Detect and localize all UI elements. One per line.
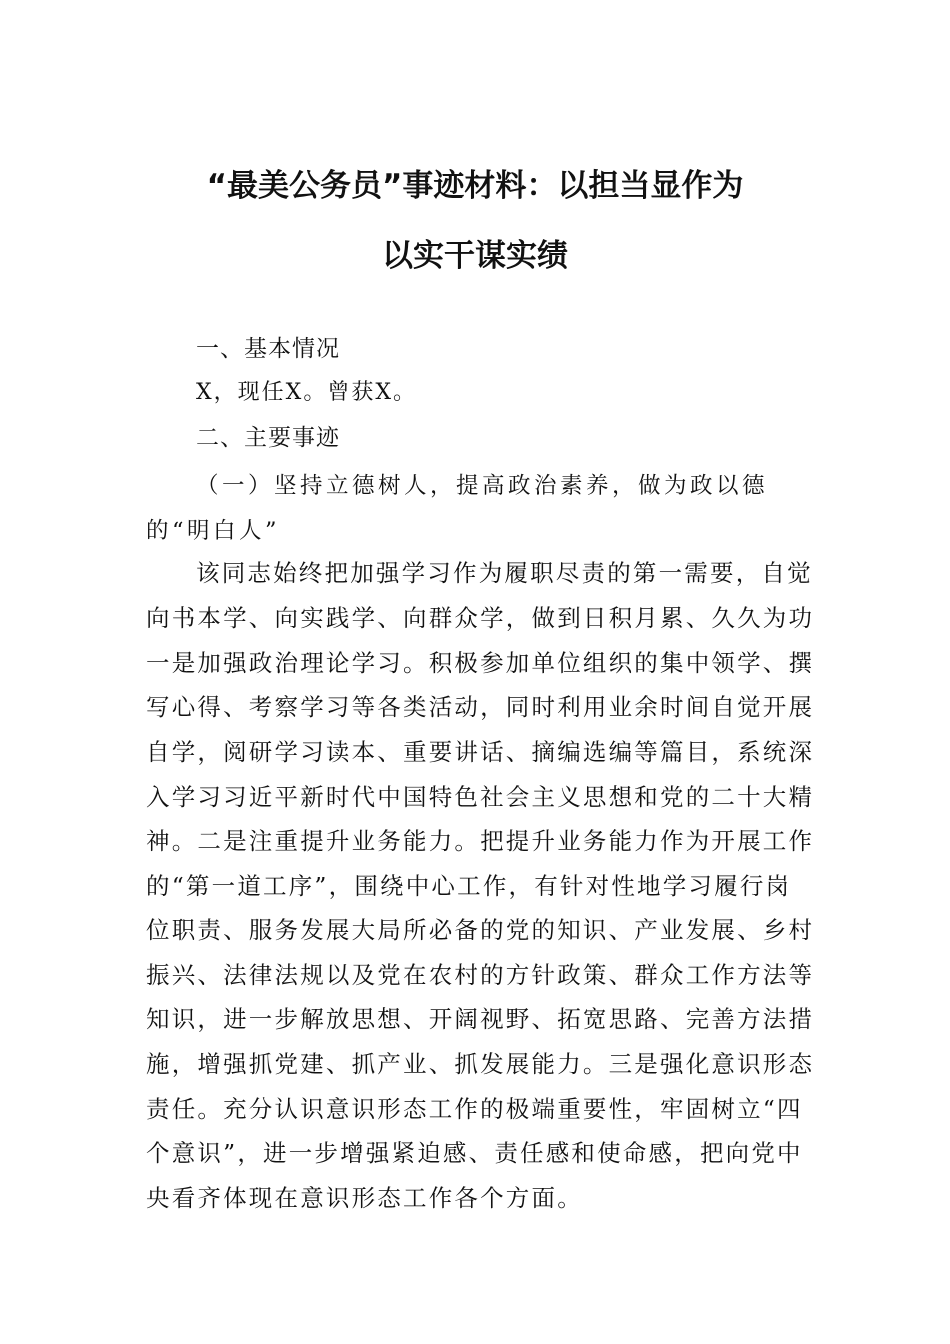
section-heading-basic-info: 一、基本情况 bbox=[196, 336, 340, 362]
subsection-heading: （一）坚持立德树人，提高政治素养，做为政以德的“明白人” bbox=[146, 473, 769, 544]
document-title-line-1: “最美公务员”事迹材料：以担当显作为 bbox=[206, 168, 744, 204]
paragraph-line: 入学习习近平新时代中国特色社会主义思想和党的二十大精 bbox=[146, 783, 815, 811]
section-heading-main-deeds: 二、主要事迹 bbox=[196, 425, 340, 451]
paragraph-line: 个意识”，进一步增强紧迫感、责任感和使命感，把向党中 bbox=[146, 1139, 803, 1167]
paragraph-line: 责任。充分认识意识形态工作的极端重要性，牢固树立“四 bbox=[146, 1095, 803, 1123]
paragraph-line: 的“第一道工序”，围绕中心工作，有针对性地学习履行岗 bbox=[146, 872, 792, 900]
paragraph-line: 神。二是注重提升业务能力。把提升业务能力作为开展工作 bbox=[146, 827, 815, 855]
paragraph-line: 央看齐体现在意识形态工作各个方面。 bbox=[146, 1184, 583, 1212]
paragraph-line: 知识，进一步解放思想、开阔视野、拓宽思路、完善方法措 bbox=[146, 1005, 815, 1033]
document-title-line-2: 以实干谋实绩 bbox=[382, 238, 568, 274]
paragraph-line: 施，增强抓党建、抓产业、抓发展能力。三是强化意识形态 bbox=[146, 1050, 815, 1078]
paragraph-line: 自学，阅研学习读本、重要讲话、摘编选编等篇目，系统深 bbox=[146, 738, 815, 766]
paragraph-line: 一是加强政治理论学习。积极参加单位组织的集中领学、撰 bbox=[146, 649, 815, 677]
basic-info-text: X，现任X。曾获X。 bbox=[196, 380, 417, 405]
paragraph-line: 该同志始终把加强学习作为履职尽责的第一需要，自觉 bbox=[196, 559, 813, 587]
paragraph-line: 位职责、服务发展大局所必备的党的知识、产业发展、乡村 bbox=[146, 916, 815, 944]
paragraph-line: 向书本学、向实践学、向群众学，做到日积月累、久久为功 bbox=[146, 604, 815, 632]
paragraph-line: 振兴、法律法规以及党在农村的方针政策、群众工作方法等 bbox=[146, 961, 815, 989]
paragraph-line: 写心得、考察学习等各类活动，同时利用业余时间自觉开展 bbox=[146, 693, 815, 721]
